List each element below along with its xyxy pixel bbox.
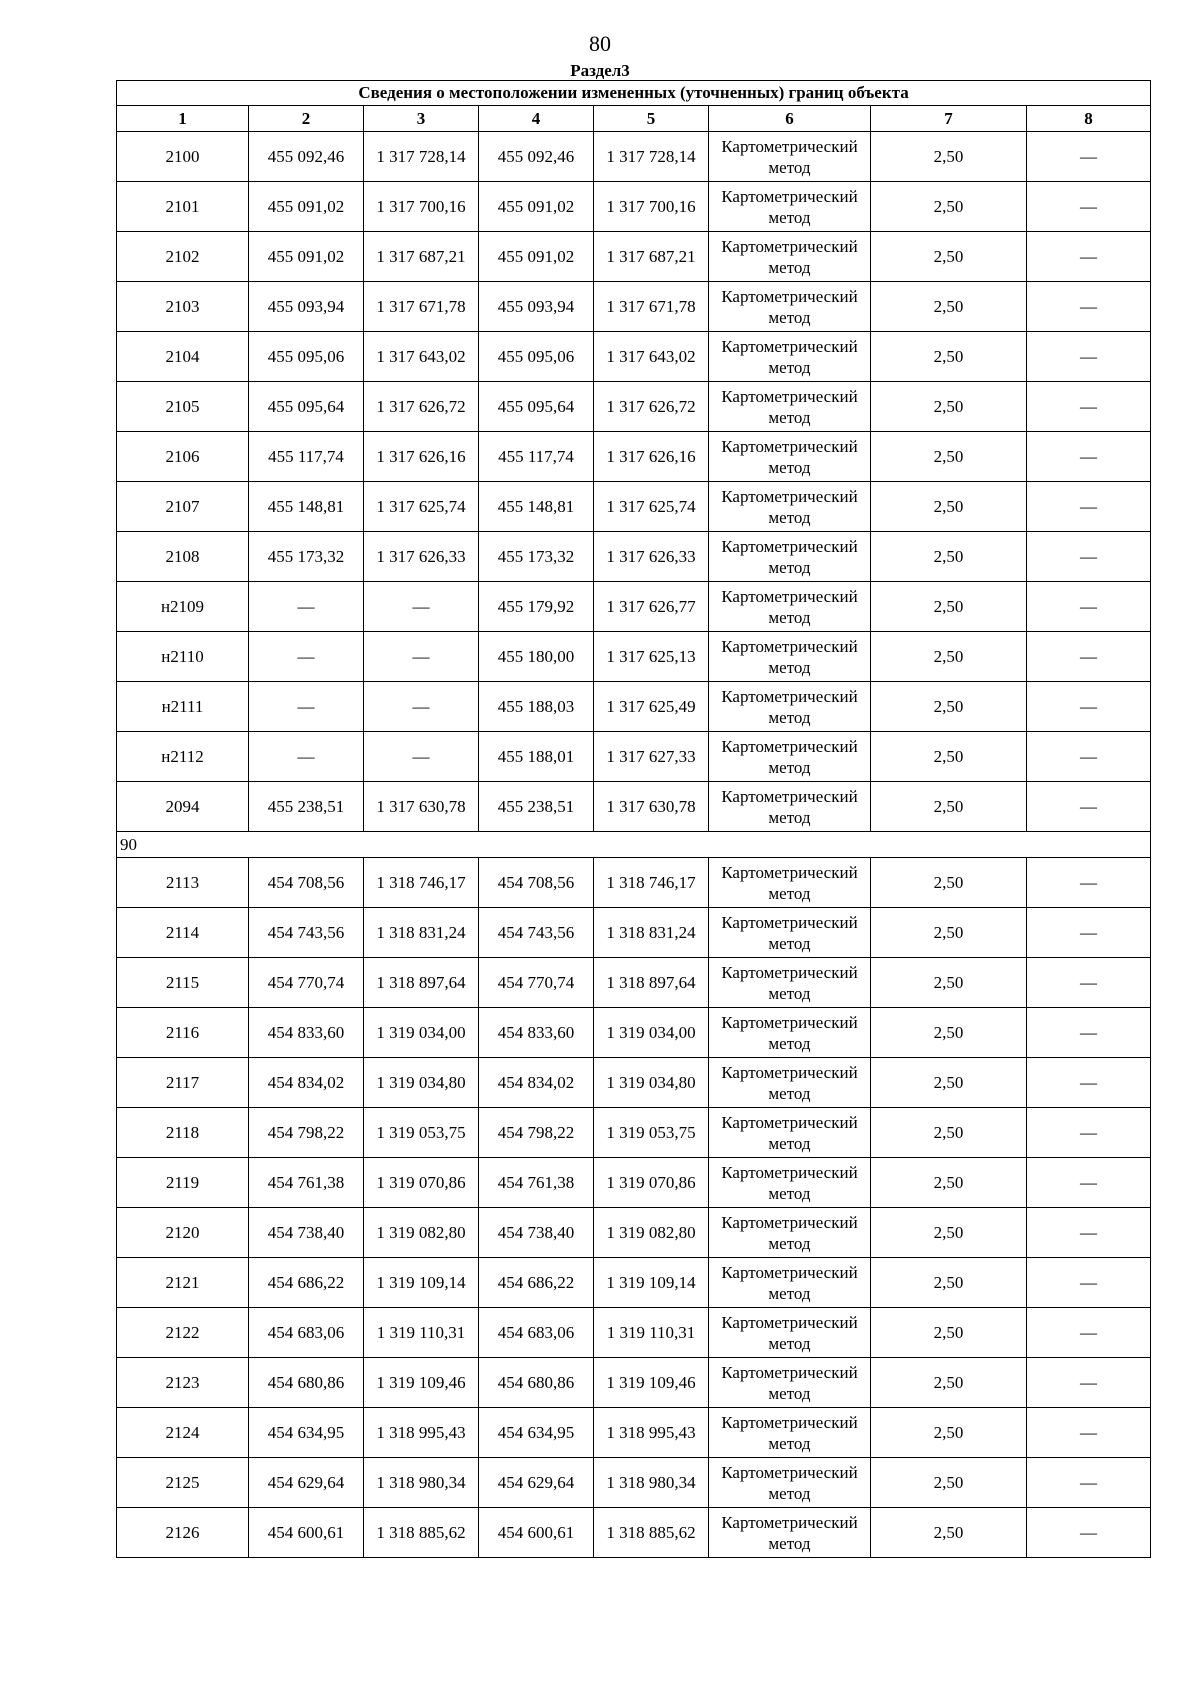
table-cell: —: [1027, 632, 1151, 682]
table-cell: 1 317 700,16: [594, 182, 709, 232]
table-cell: 455 117,74: [249, 432, 364, 482]
table-cell: Картометрический метод: [709, 1008, 871, 1058]
table-cell: —: [1027, 1508, 1151, 1558]
column-number: 1: [117, 106, 249, 132]
table-cell: 2094: [117, 782, 249, 832]
table-cell: 1 317 630,78: [364, 782, 479, 832]
table-cell: —: [1027, 432, 1151, 482]
table-cell: 2,50: [871, 908, 1027, 958]
table-cell: 2,50: [871, 582, 1027, 632]
table-cell: 1 317 625,49: [594, 682, 709, 732]
table-cell: 1 317 671,78: [594, 282, 709, 332]
table-cell: 1 318 746,17: [594, 858, 709, 908]
column-number: 8: [1027, 106, 1151, 132]
table-cell: Картометрический метод: [709, 1408, 871, 1458]
table-cell: 2,50: [871, 1408, 1027, 1458]
table-cell: 2,50: [871, 332, 1027, 382]
table-row: [117, 1408, 1151, 1458]
table-row: [117, 1458, 1151, 1508]
table-row: [117, 182, 1151, 232]
table-cell: Картометрический метод: [709, 282, 871, 332]
table-cell: 454 833,60: [249, 1008, 364, 1058]
table-row: [117, 582, 1151, 632]
table-cell: 2,50: [871, 382, 1027, 432]
table-cell: 2,50: [871, 682, 1027, 732]
table-cell: 2,50: [871, 482, 1027, 532]
page-number: 80: [589, 31, 611, 56]
table-cell: —: [1027, 1058, 1151, 1108]
table-row: [117, 332, 1151, 382]
table-cell: Картометрический метод: [709, 732, 871, 782]
table-cell: 1 318 995,43: [594, 1408, 709, 1458]
table-cell: 455 091,02: [479, 182, 594, 232]
table-cell: 2,50: [871, 1208, 1027, 1258]
table-cell: 455 095,64: [249, 382, 364, 432]
table-cell: 2,50: [871, 182, 1027, 232]
table-cell: 1 317 626,72: [364, 382, 479, 432]
table-cell: —: [1027, 182, 1151, 232]
table-row: [117, 532, 1151, 582]
table-cell: 1 317 626,33: [364, 532, 479, 582]
table-cell: 454 629,64: [249, 1458, 364, 1508]
table-cell: —: [364, 632, 479, 682]
table-row: [117, 232, 1151, 282]
table-cell: Картометрический метод: [709, 482, 871, 532]
table-cell: —: [364, 582, 479, 632]
table-cell: 1 317 643,02: [594, 332, 709, 382]
boundary-coordinates-table: [116, 80, 1151, 1558]
table-cell: —: [249, 582, 364, 632]
table-cell: Картометрический метод: [709, 1458, 871, 1508]
table-cell: 1 318 831,24: [594, 908, 709, 958]
table-cell: 1 319 034,80: [594, 1058, 709, 1108]
table-caption-row: [117, 81, 1151, 106]
table-row: [117, 632, 1151, 682]
table-cell: Картометрический метод: [709, 382, 871, 432]
table-row: [117, 1158, 1151, 1208]
table-cell: —: [1027, 1458, 1151, 1508]
table-cell: 1 317 671,78: [364, 282, 479, 332]
table-cell: 1 319 109,46: [364, 1358, 479, 1408]
table-cell: 1 319 082,80: [594, 1208, 709, 1258]
table-cell: Картометрический метод: [709, 1258, 871, 1308]
table-cell: 1 317 700,16: [364, 182, 479, 232]
table-cell: 1 317 728,14: [594, 132, 709, 182]
table-cell: —: [1027, 132, 1151, 182]
table-cell: 1 319 109,14: [364, 1258, 479, 1308]
table-cell: 454 833,60: [479, 1008, 594, 1058]
table-cell: 1 319 034,80: [364, 1058, 479, 1108]
table-cell: 2,50: [871, 1458, 1027, 1508]
table-cell: н2110: [117, 632, 249, 682]
table-cell: —: [1027, 732, 1151, 782]
table-cell: —: [1027, 908, 1151, 958]
table-cell: Картометрический метод: [709, 1158, 871, 1208]
column-number: 7: [871, 106, 1027, 132]
table-cell: Картометрический метод: [709, 782, 871, 832]
table-cell: 455 095,06: [479, 332, 594, 382]
table-cell: 455 238,51: [249, 782, 364, 832]
table-cell: 1 318 831,24: [364, 908, 479, 958]
table-row: [117, 1208, 1151, 1258]
table-row: [117, 1258, 1151, 1308]
table-cell: 455 148,81: [249, 482, 364, 532]
column-number: 2: [249, 106, 364, 132]
table-body: [117, 81, 1151, 1558]
table-cell: 2,50: [871, 732, 1027, 782]
table-row: [117, 1508, 1151, 1558]
table-cell: —: [1027, 1358, 1151, 1408]
table-cell: 455 173,32: [249, 532, 364, 582]
table-cell: 454 634,95: [479, 1408, 594, 1458]
table-cell: Картометрический метод: [709, 232, 871, 282]
table-cell: —: [1027, 282, 1151, 332]
table-cell: —: [364, 732, 479, 782]
table-cell: 454 834,02: [479, 1058, 594, 1108]
table-cell: 2,50: [871, 232, 1027, 282]
table-row: [117, 1058, 1151, 1108]
table-cell: 1 319 109,46: [594, 1358, 709, 1408]
table-cell: 455 091,02: [479, 232, 594, 282]
table-cell: 2,50: [871, 1058, 1027, 1108]
table-cell: 454 686,22: [479, 1258, 594, 1308]
table-cell: 1 319 109,14: [594, 1258, 709, 1308]
table-cell: 2123: [117, 1358, 249, 1408]
table-cell: Картометрический метод: [709, 332, 871, 382]
group-label-row: [117, 832, 1151, 858]
table-cell: 455 148,81: [479, 482, 594, 532]
table-cell: 455 091,02: [249, 182, 364, 232]
table-cell: —: [1027, 1158, 1151, 1208]
table-cell: 2,50: [871, 532, 1027, 582]
table-cell: —: [364, 682, 479, 732]
table-cell: Картометрический метод: [709, 908, 871, 958]
table-cell: 1 319 082,80: [364, 1208, 479, 1258]
table-cell: 1 317 626,33: [594, 532, 709, 582]
table-cell: 454 770,74: [249, 958, 364, 1008]
table-cell: 2106: [117, 432, 249, 482]
table-cell: 454 743,56: [479, 908, 594, 958]
table-cell: 2,50: [871, 1008, 1027, 1058]
table-cell: 1 319 034,00: [594, 1008, 709, 1058]
table-row: [117, 1108, 1151, 1158]
table-cell: 2118: [117, 1108, 249, 1158]
table-cell: —: [1027, 1108, 1151, 1158]
table-cell: 454 743,56: [249, 908, 364, 958]
table-cell: 2117: [117, 1058, 249, 1108]
table-cell: 1 317 626,72: [594, 382, 709, 432]
table-cell: 2108: [117, 532, 249, 582]
table-cell: 454 600,61: [479, 1508, 594, 1558]
table-cell: 454 629,64: [479, 1458, 594, 1508]
table-cell: 2,50: [871, 132, 1027, 182]
table-cell: 2119: [117, 1158, 249, 1208]
table-cell: Картометрический метод: [709, 1208, 871, 1258]
table-cell: 1 317 625,74: [594, 482, 709, 532]
table-cell: 454 761,38: [249, 1158, 364, 1208]
table-row: [117, 732, 1151, 782]
table-cell: —: [249, 682, 364, 732]
table-cell: —: [1027, 332, 1151, 382]
table-row: [117, 382, 1151, 432]
table-row: [117, 782, 1151, 832]
table-cell: 1 317 643,02: [364, 332, 479, 382]
table-cell: 1 318 995,43: [364, 1408, 479, 1458]
table-cell: Картометрический метод: [709, 1058, 871, 1108]
table-cell: 1 318 897,64: [364, 958, 479, 1008]
table-cell: 455 092,46: [249, 132, 364, 182]
table-cell: —: [1027, 858, 1151, 908]
table-cell: 1 318 885,62: [364, 1508, 479, 1558]
table-row: [117, 282, 1151, 332]
column-number: 4: [479, 106, 594, 132]
table-cell: 455 093,94: [249, 282, 364, 332]
table-cell: 454 738,40: [249, 1208, 364, 1258]
table-row: [117, 132, 1151, 182]
table-cell: 2,50: [871, 282, 1027, 332]
table-cell: 454 600,61: [249, 1508, 364, 1558]
table-cell: 454 738,40: [479, 1208, 594, 1258]
table-cell: 454 683,06: [249, 1308, 364, 1358]
table-cell: 2101: [117, 182, 249, 232]
table-cell: 1 318 746,17: [364, 858, 479, 908]
column-number: 3: [364, 106, 479, 132]
table-cell: Картометрический метод: [709, 632, 871, 682]
table-cell: 1 317 728,14: [364, 132, 479, 182]
table-cell: 455 117,74: [479, 432, 594, 482]
table-cell: 455 095,06: [249, 332, 364, 382]
table-cell: 1 318 980,34: [594, 1458, 709, 1508]
table-cell: 2113: [117, 858, 249, 908]
table-cell: 454 686,22: [249, 1258, 364, 1308]
table-cell: Картометрический метод: [709, 532, 871, 582]
table-cell: 454 770,74: [479, 958, 594, 1008]
table-cell: 2116: [117, 1008, 249, 1058]
table-cell: 2126: [117, 1508, 249, 1558]
table-cell: 2100: [117, 132, 249, 182]
table-cell: —: [1027, 1408, 1151, 1458]
table-cell: 1 317 626,16: [594, 432, 709, 482]
table-cell: Картометрический метод: [709, 1358, 871, 1408]
table-cell: 454 634,95: [249, 1408, 364, 1458]
table-cell: 2107: [117, 482, 249, 532]
table-cell: 2122: [117, 1308, 249, 1358]
table-cell: 2102: [117, 232, 249, 282]
table-cell: Картометрический метод: [709, 432, 871, 482]
table-cell: —: [1027, 532, 1151, 582]
table-cell: 1 319 110,31: [594, 1308, 709, 1358]
table-cell: н2112: [117, 732, 249, 782]
table-cell: —: [1027, 1208, 1151, 1258]
table-cell: 2125: [117, 1458, 249, 1508]
table-cell: 2,50: [871, 1108, 1027, 1158]
table-cell: 1 319 053,75: [364, 1108, 479, 1158]
table-cell: 2124: [117, 1408, 249, 1458]
table-cell: 455 095,64: [479, 382, 594, 432]
table-cell: 2,50: [871, 1508, 1027, 1558]
table-cell: 1 317 630,78: [594, 782, 709, 832]
table-cell: 1 317 625,13: [594, 632, 709, 682]
table-cell: 455 188,01: [479, 732, 594, 782]
table-cell: 2103: [117, 282, 249, 332]
table-cell: —: [249, 632, 364, 682]
table-cell: 1 319 034,00: [364, 1008, 479, 1058]
table-row: [117, 908, 1151, 958]
table-cell: 2,50: [871, 1308, 1027, 1358]
table-cell: —: [1027, 1008, 1151, 1058]
table-row: [117, 432, 1151, 482]
table-cell: 1 317 625,74: [364, 482, 479, 532]
table-cell: —: [1027, 232, 1151, 282]
table-cell: —: [249, 732, 364, 782]
table-cell: н2109: [117, 582, 249, 632]
table-cell: 1 318 980,34: [364, 1458, 479, 1508]
table-cell: Картометрический метод: [709, 682, 871, 732]
table-cell: —: [1027, 482, 1151, 532]
table-cell: н2111: [117, 682, 249, 732]
table-cell: 454 798,22: [479, 1108, 594, 1158]
table-cell: 455 180,00: [479, 632, 594, 682]
table-cell: 2,50: [871, 1358, 1027, 1408]
table-cell: 454 708,56: [479, 858, 594, 908]
table-cell: 1 317 626,16: [364, 432, 479, 482]
table-cell: 455 173,32: [479, 532, 594, 582]
table-cell: 1 319 070,86: [364, 1158, 479, 1208]
table-cell: 454 708,56: [249, 858, 364, 908]
table-cell: 2104: [117, 332, 249, 382]
table-caption: Сведения о местоположении измененных (уточненных) границ объекта: [117, 81, 1151, 106]
table-cell: 1 317 627,33: [594, 732, 709, 782]
table-cell: 454 680,86: [479, 1358, 594, 1408]
column-number: 5: [594, 106, 709, 132]
table-cell: 1 318 897,64: [594, 958, 709, 1008]
column-number: 6: [709, 106, 871, 132]
table-cell: 2120: [117, 1208, 249, 1258]
table-cell: 1 318 885,62: [594, 1508, 709, 1558]
table-row: [117, 682, 1151, 732]
table-cell: Картометрический метод: [709, 1508, 871, 1558]
table-cell: 455 188,03: [479, 682, 594, 732]
table-row: [117, 1308, 1151, 1358]
group-label: 90: [117, 832, 1151, 858]
table-cell: 2,50: [871, 1258, 1027, 1308]
table-cell: —: [1027, 782, 1151, 832]
table-cell: 455 238,51: [479, 782, 594, 832]
table-cell: Картометрический метод: [709, 582, 871, 632]
table-cell: —: [1027, 1258, 1151, 1308]
table-cell: —: [1027, 1308, 1151, 1358]
table-cell: Картометрический метод: [709, 858, 871, 908]
table-cell: 2105: [117, 382, 249, 432]
table-cell: 2,50: [871, 1158, 1027, 1208]
table-cell: Картометрический метод: [709, 132, 871, 182]
table-cell: 2,50: [871, 782, 1027, 832]
table-cell: 2,50: [871, 632, 1027, 682]
table-cell: 454 680,86: [249, 1358, 364, 1408]
table-cell: 1 319 110,31: [364, 1308, 479, 1358]
table-cell: 1 319 070,86: [594, 1158, 709, 1208]
table-row: [117, 1358, 1151, 1408]
table-cell: Картометрический метод: [709, 182, 871, 232]
table-cell: Картометрический метод: [709, 958, 871, 1008]
table-cell: Картометрический метод: [709, 1308, 871, 1358]
table-cell: 454 683,06: [479, 1308, 594, 1358]
table-cell: 2,50: [871, 858, 1027, 908]
table-row: [117, 958, 1151, 1008]
table-cell: 455 179,92: [479, 582, 594, 632]
table-cell: 454 834,02: [249, 1058, 364, 1108]
table-cell: 2121: [117, 1258, 249, 1308]
table-cell: 455 093,94: [479, 282, 594, 332]
table-cell: 2,50: [871, 958, 1027, 1008]
table-cell: —: [1027, 582, 1151, 632]
table-cell: —: [1027, 382, 1151, 432]
table-row: [117, 858, 1151, 908]
section-title: Раздел3: [570, 61, 630, 80]
table-cell: —: [1027, 682, 1151, 732]
table-cell: —: [1027, 958, 1151, 1008]
table-row: [117, 1008, 1151, 1058]
table-cell: 454 798,22: [249, 1108, 364, 1158]
table-cell: 2,50: [871, 432, 1027, 482]
column-number-row: [117, 106, 1151, 132]
table-cell: 454 761,38: [479, 1158, 594, 1208]
table-cell: 2114: [117, 908, 249, 958]
table-row: [117, 482, 1151, 532]
table-cell: 1 317 687,21: [594, 232, 709, 282]
table-cell: 455 092,46: [479, 132, 594, 182]
table-cell: Картометрический метод: [709, 1108, 871, 1158]
table-cell: 1 319 053,75: [594, 1108, 709, 1158]
table-cell: 2115: [117, 958, 249, 1008]
table-cell: 1 317 687,21: [364, 232, 479, 282]
table-cell: 1 317 626,77: [594, 582, 709, 632]
table-cell: 455 091,02: [249, 232, 364, 282]
